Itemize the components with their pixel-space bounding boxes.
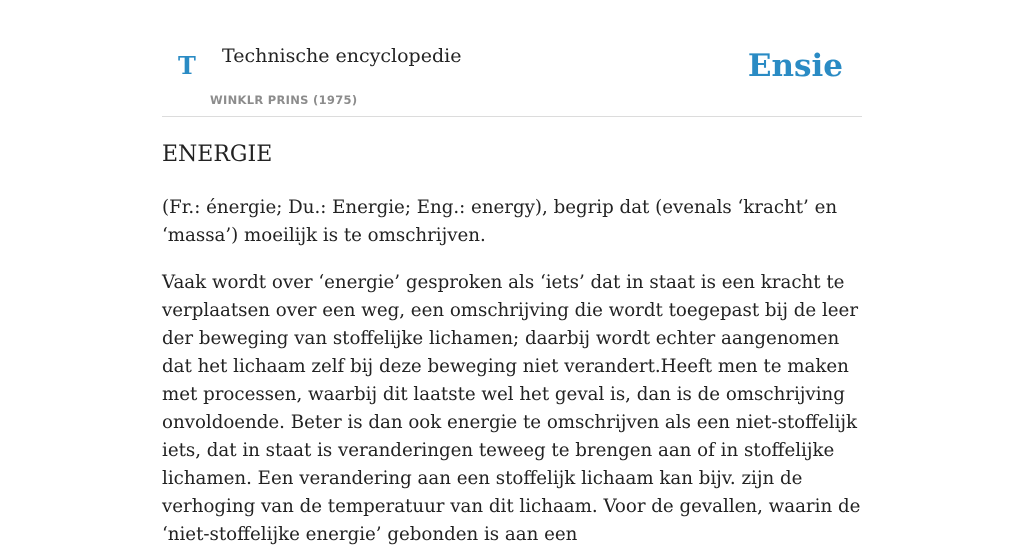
book-source: WINKLR PRINS (1975) <box>210 93 358 107</box>
book-title[interactable]: Technische encyclopedie <box>222 45 462 67</box>
article <box>162 140 862 549</box>
article-paragraph: Vaak wordt over ‘energie’ gesproken als ‘iets’ dat in staat is een kracht te verplaatsen over een weg, een omschrijving die wordt toegepast bij de leer der beweging van stoffelijke lichamen; daarbij wordt echter aangenomen dat het lichaam zelf bij deze beweging niet verandert.Heeft men te maken met processen, waarbij dit laatste wel het geval is, dan is de omschrijving onvoldoende. Beter is dan ook energie te omschrijven als een niet-stoffelijk iets, dat in staat is veranderingen teweeg te brengen aan of in stoffelijke lichamen. Een verandering aan een stoffelijk lichaam kan bijv. zijn de verhoging van de temperatuur van dit lichaam. Voor de gevallen, waarin de ‘niet-stoffelijke energie’ gebonden is aan een <box>162 272 861 545</box>
article-paragraph: (Fr.: énergie; Du.: Energie; Eng.: energy), begrip dat (evenals ‘kracht’ en ‘massa’) moeilijk is te omschrijven. <box>162 197 838 246</box>
book-header <box>162 0 862 117</box>
article-title: ENERGIE <box>162 142 273 167</box>
ensie-brand-logo[interactable]: Ensie <box>747 48 843 84</box>
book-logo-link[interactable]: T <box>178 51 196 80</box>
